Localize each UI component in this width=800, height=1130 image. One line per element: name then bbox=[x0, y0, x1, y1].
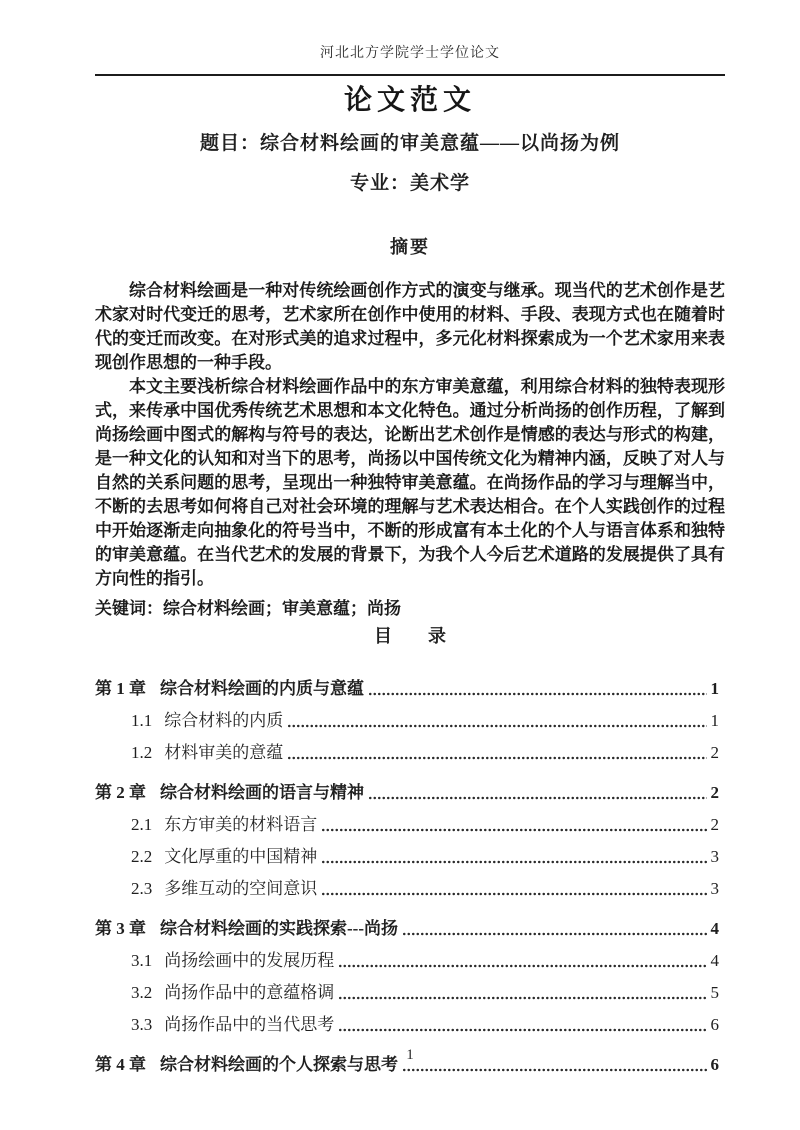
toc-entry-number: 1.2 bbox=[131, 743, 153, 762]
toc-entry-page: 4 bbox=[710, 951, 719, 970]
toc-entry-title: 材料审美的意蕴 bbox=[164, 743, 284, 762]
running-header: 河北北方学院学士学位论文 bbox=[320, 46, 500, 61]
toc-dot-leader bbox=[366, 777, 707, 809]
toc-entry-title: 尚扬作品中的当代思考 bbox=[164, 1015, 335, 1034]
toc-dot-leader bbox=[336, 977, 706, 1009]
toc-dot-leader bbox=[285, 737, 706, 769]
toc-entry-number: 3.3 bbox=[131, 1015, 153, 1034]
abstract-heading: 摘要 bbox=[390, 237, 430, 257]
toc-entry-title: 综合材料的内质 bbox=[164, 711, 284, 730]
toc-entry-page: 3 bbox=[710, 879, 719, 898]
toc-entry-number: 2.1 bbox=[131, 815, 153, 834]
toc-entry-title: 综合材料绘画的实践探索---尚扬 bbox=[160, 919, 398, 938]
toc-entry-page: 3 bbox=[710, 847, 719, 866]
toc-entry-number: 2.2 bbox=[131, 847, 153, 866]
toc-entry-title: 多维互动的空间意识 bbox=[164, 879, 318, 898]
toc-entry-page: 1 bbox=[710, 679, 719, 698]
toc-entry-number: 3.2 bbox=[131, 983, 153, 1002]
toc-entry-section bbox=[95, 809, 725, 841]
toc-entry-title: 东方审美的材料语言 bbox=[164, 815, 318, 834]
keywords-line: 关键词：综合材料绘画；审美意蕴；尚扬 bbox=[95, 599, 401, 618]
toc-entry-title: 综合材料绘画的个人探索与思考 bbox=[160, 1055, 398, 1074]
toc-dot-leader bbox=[366, 673, 707, 705]
toc-entry-section bbox=[95, 737, 725, 769]
toc-entry-section bbox=[95, 705, 725, 737]
toc-entry-section bbox=[95, 977, 725, 1009]
toc-entry-number: 第 4 章 bbox=[95, 1055, 146, 1074]
toc-dot-leader bbox=[319, 841, 706, 873]
toc-dot-leader bbox=[319, 873, 706, 905]
toc-entry-title: 文化厚重的中国精神 bbox=[164, 847, 318, 866]
page-number: 1 bbox=[406, 1047, 414, 1063]
toc-entry-page: 2 bbox=[710, 783, 719, 802]
toc-dot-leader bbox=[319, 809, 706, 841]
abstract-paragraph: 综合材料绘画是一种对传统绘画创作方式的演变与继承。现当代的艺术创作是艺术家对时代变迁的思考，艺术家所在创作中使用的材料、手段、表现方式也在随着时代的变迁而改变。在对形式美的追求过程中，多元化材料探索成为一个艺术家用来表现创作思想的一种手段。 bbox=[95, 281, 725, 372]
toc-entry-number: 2.3 bbox=[131, 879, 153, 898]
page-title: 论文范文 bbox=[343, 85, 476, 116]
toc-dot-leader bbox=[400, 913, 707, 945]
toc-entry-number: 第 2 章 bbox=[95, 783, 146, 802]
toc-entry-section bbox=[95, 873, 725, 905]
toc-dot-leader bbox=[285, 705, 706, 737]
page-content bbox=[95, 0, 725, 1081]
toc-entry-title: 综合材料绘画的内质与意蕴 bbox=[160, 679, 364, 698]
toc-entry-section bbox=[95, 841, 725, 873]
thesis-topic: 题目：综合材料绘画的审美意蕴——以尚扬为例 bbox=[199, 133, 620, 154]
toc-entry-page: 6 bbox=[710, 1015, 719, 1034]
toc-entry-number: 1.1 bbox=[131, 711, 153, 730]
toc-entry-chapter bbox=[95, 913, 725, 945]
toc-entry-title: 综合材料绘画的语言与精神 bbox=[160, 783, 364, 802]
toc-entry-page: 2 bbox=[710, 743, 719, 762]
toc-entry-section bbox=[95, 1009, 725, 1041]
thesis-major: 专业：美术学 bbox=[349, 173, 470, 194]
toc-entry-section bbox=[95, 945, 725, 977]
toc-entry-page: 6 bbox=[710, 1055, 719, 1074]
toc-entry-chapter bbox=[95, 777, 725, 809]
toc-entry-chapter bbox=[95, 673, 725, 705]
toc-heading: 目 录 bbox=[374, 626, 446, 646]
toc-entry-number: 3.1 bbox=[131, 951, 153, 970]
toc-entry-number: 第 3 章 bbox=[95, 919, 146, 938]
toc-entry-title: 尚扬绘画中的发展历程 bbox=[164, 951, 335, 970]
header-rule bbox=[95, 74, 725, 76]
toc-dot-leader bbox=[336, 945, 706, 977]
toc-entry-title: 尚扬作品中的意蕴格调 bbox=[164, 983, 335, 1002]
toc-entry-page: 4 bbox=[710, 919, 719, 938]
toc-dot-leader bbox=[336, 1009, 706, 1041]
toc-entry-number: 第 1 章 bbox=[95, 679, 146, 698]
toc-entry-page: 1 bbox=[710, 711, 719, 730]
abstract-paragraph: 本文主要浅析综合材料绘画作品中的东方审美意蕴，利用综合材料的独特表现形式，来传承中国优秀传统艺术思想和本文化特色。通过分析尚扬的创作历程，了解到尚扬绘画中图式的解构与符号的表达，论断出艺术创作是情感的表达与形式的构建，是一种文化的认知和对当下的思考，尚扬以中国传统文化为精神内涵，反映了对人与自然的关系问题的思考，呈现出一种独特审美意蕴。在尚扬作品的学习与理解当中，不断的去思考如何将自己对社会环境的理解与艺术表达相合。在个人实践创作的过程中开始逐渐走向抽象化的符号当中，不断的形成富有本土化的个人与语言体系和独特的审美意蕴。在当代艺术的发展的背景下，为我个人今后艺术道路的发展提供了具有方向性的指引。 bbox=[95, 377, 725, 588]
table-of-contents bbox=[95, 673, 725, 1081]
toc-entry-page: 5 bbox=[710, 983, 719, 1002]
toc-entry-page: 2 bbox=[710, 815, 719, 834]
